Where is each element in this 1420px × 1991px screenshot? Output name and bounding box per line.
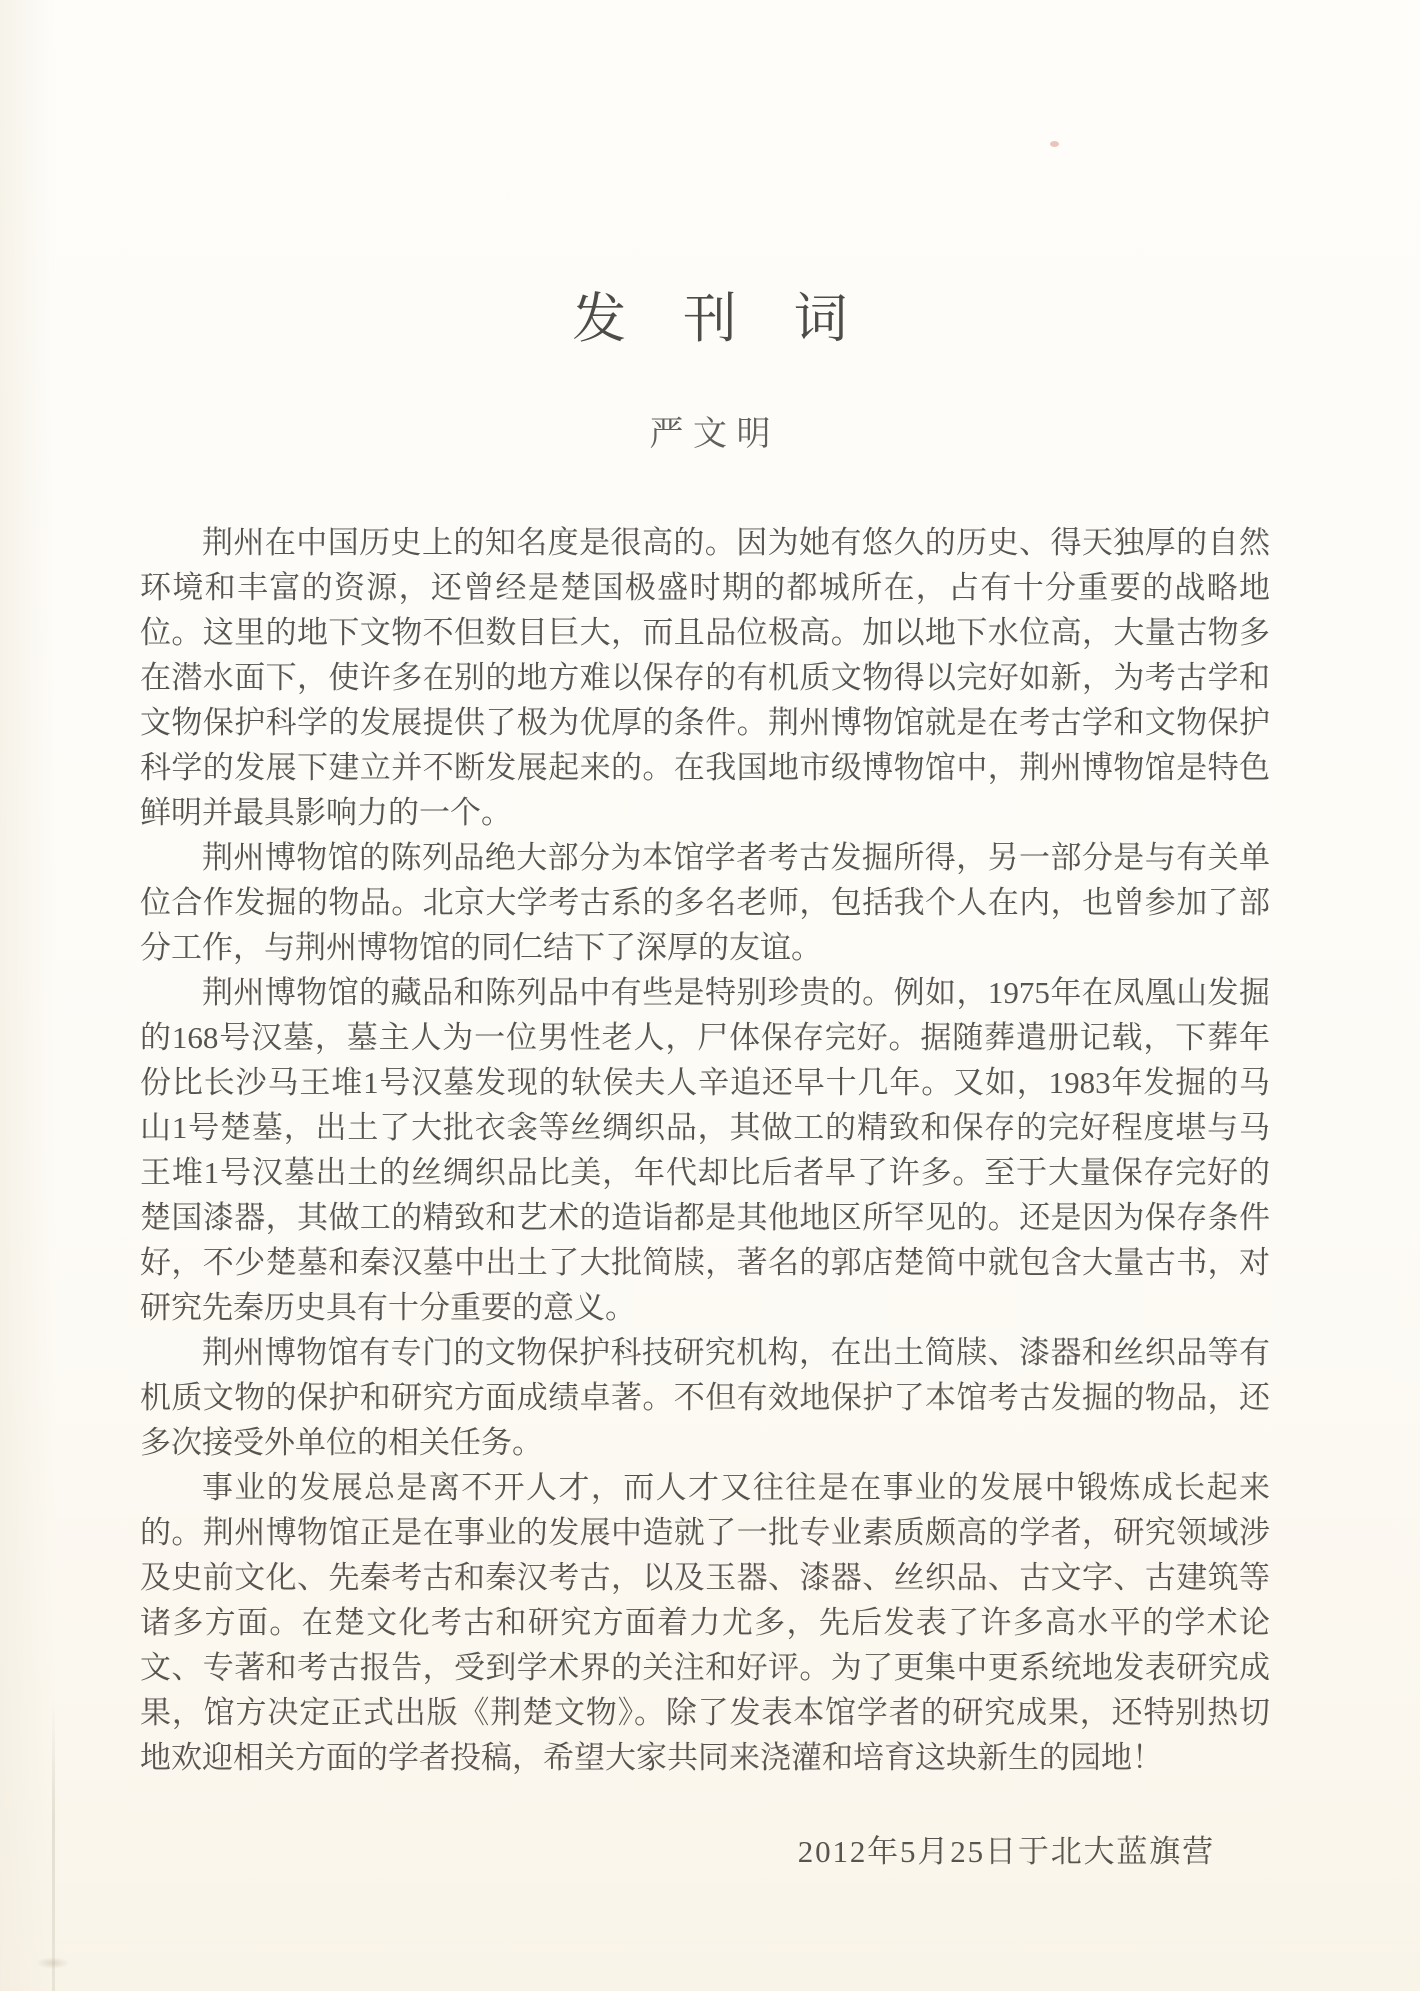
body-text	[140, 520, 1270, 1780]
scan-smudge-artifact	[36, 1957, 70, 1969]
body-paragraph: 事业的发展总是离不开人才，而人才又往往是在事业的发展中锻炼成长起来的。荆州博物馆正是在事业的发展中造就了一批专业素质颇高的学者，研究领域涉及史前文化、先秦考古和秦汉考古，以及玉器、漆器、丝织品、古文字、古建筑等诸多方面。在楚文化考古和研究方面着力尤多，先后发表了许多高水平的学术论文、专著和考古报告，受到学术界的关注和好评。为了更集中更系统地发表研究成果，馆方决定正式出版《荆楚文物》。除了发表本馆学者的研究成果，还特别热切地欢迎相关方面的学者投稿，希望大家共同来浇灌和培育这块新生的园地！	[140, 1470, 1270, 1775]
author-name: 严文明	[649, 416, 781, 453]
scan-crease-artifact	[52, 1700, 55, 1991]
body-paragraph: 荆州博物馆有专门的文物保护科技研究机构，在出土简牍、漆器和丝织品等有机质文物的保护和研究方面成绩卓著。不但有效地保护了本馆考古发掘的物品，还多次接受外单位的相关任务。	[140, 1335, 1270, 1460]
dateline: 2012年5月25日于北大蓝旗营	[797, 1834, 1215, 1869]
body-paragraph: 荆州博物馆的陈列品绝大部分为本馆学者考古发掘所得，另一部分是与有关单位合作发掘的物品。北京大学考古系的多名老师，包括我个人在内，也曾参加了部分工作，与荆州博物馆的同仁结下了深厚的友谊。	[140, 840, 1270, 965]
body-paragraph: 荆州在中国历史上的知名度是很高的。因为她有悠久的历史、得天独厚的自然环境和丰富的资源，还曾经是楚国极盛时期的都城所在，占有十分重要的战略地位。这里的地下文物不但数目巨大，而且品位极高。加以地下水位高，大量古物多在潜水面下，使许多在别的地方难以保存的有机质文物得以完好如新，为考古学和文物保护科学的发展提供了极为优厚的条件。荆州博物馆就是在考古学和文物保护科学的发展下建立并不断发展起来的。在我国地市级博物馆中，荆州博物馆是特色鲜明并最具影响力的一个。	[140, 525, 1270, 830]
scan-red-dot-artifact	[1050, 141, 1059, 147]
page-title: 发刊词	[572, 289, 905, 349]
body-paragraph: 荆州博物馆的藏品和陈列品中有些是特别珍贵的。例如，1975年在凤凰山发掘的168号汉墓，墓主人为一位男性老人，尸体保存完好。据随葬遣册记载，下葬年份比长沙马王堆1号汉墓发现的轪侯夫人辛追还早十几年。又如，1983年发掘的马山1号楚墓，出土了大批衣衾等丝绸织品，其做工的精致和保存的完好程度堪与马王堆1号汉墓出土的丝绸织品比美，年代却比后者早了许多。至于大量保存完好的楚国漆器，其做工的精致和艺术的造诣都是其他地区所罕见的。还是因为保存条件好，不少楚墓和秦汉墓中出土了大批简牍，著名的郭店楚简中就包含大量古书，对研究先秦历史具有十分重要的意义。	[140, 975, 1270, 1325]
